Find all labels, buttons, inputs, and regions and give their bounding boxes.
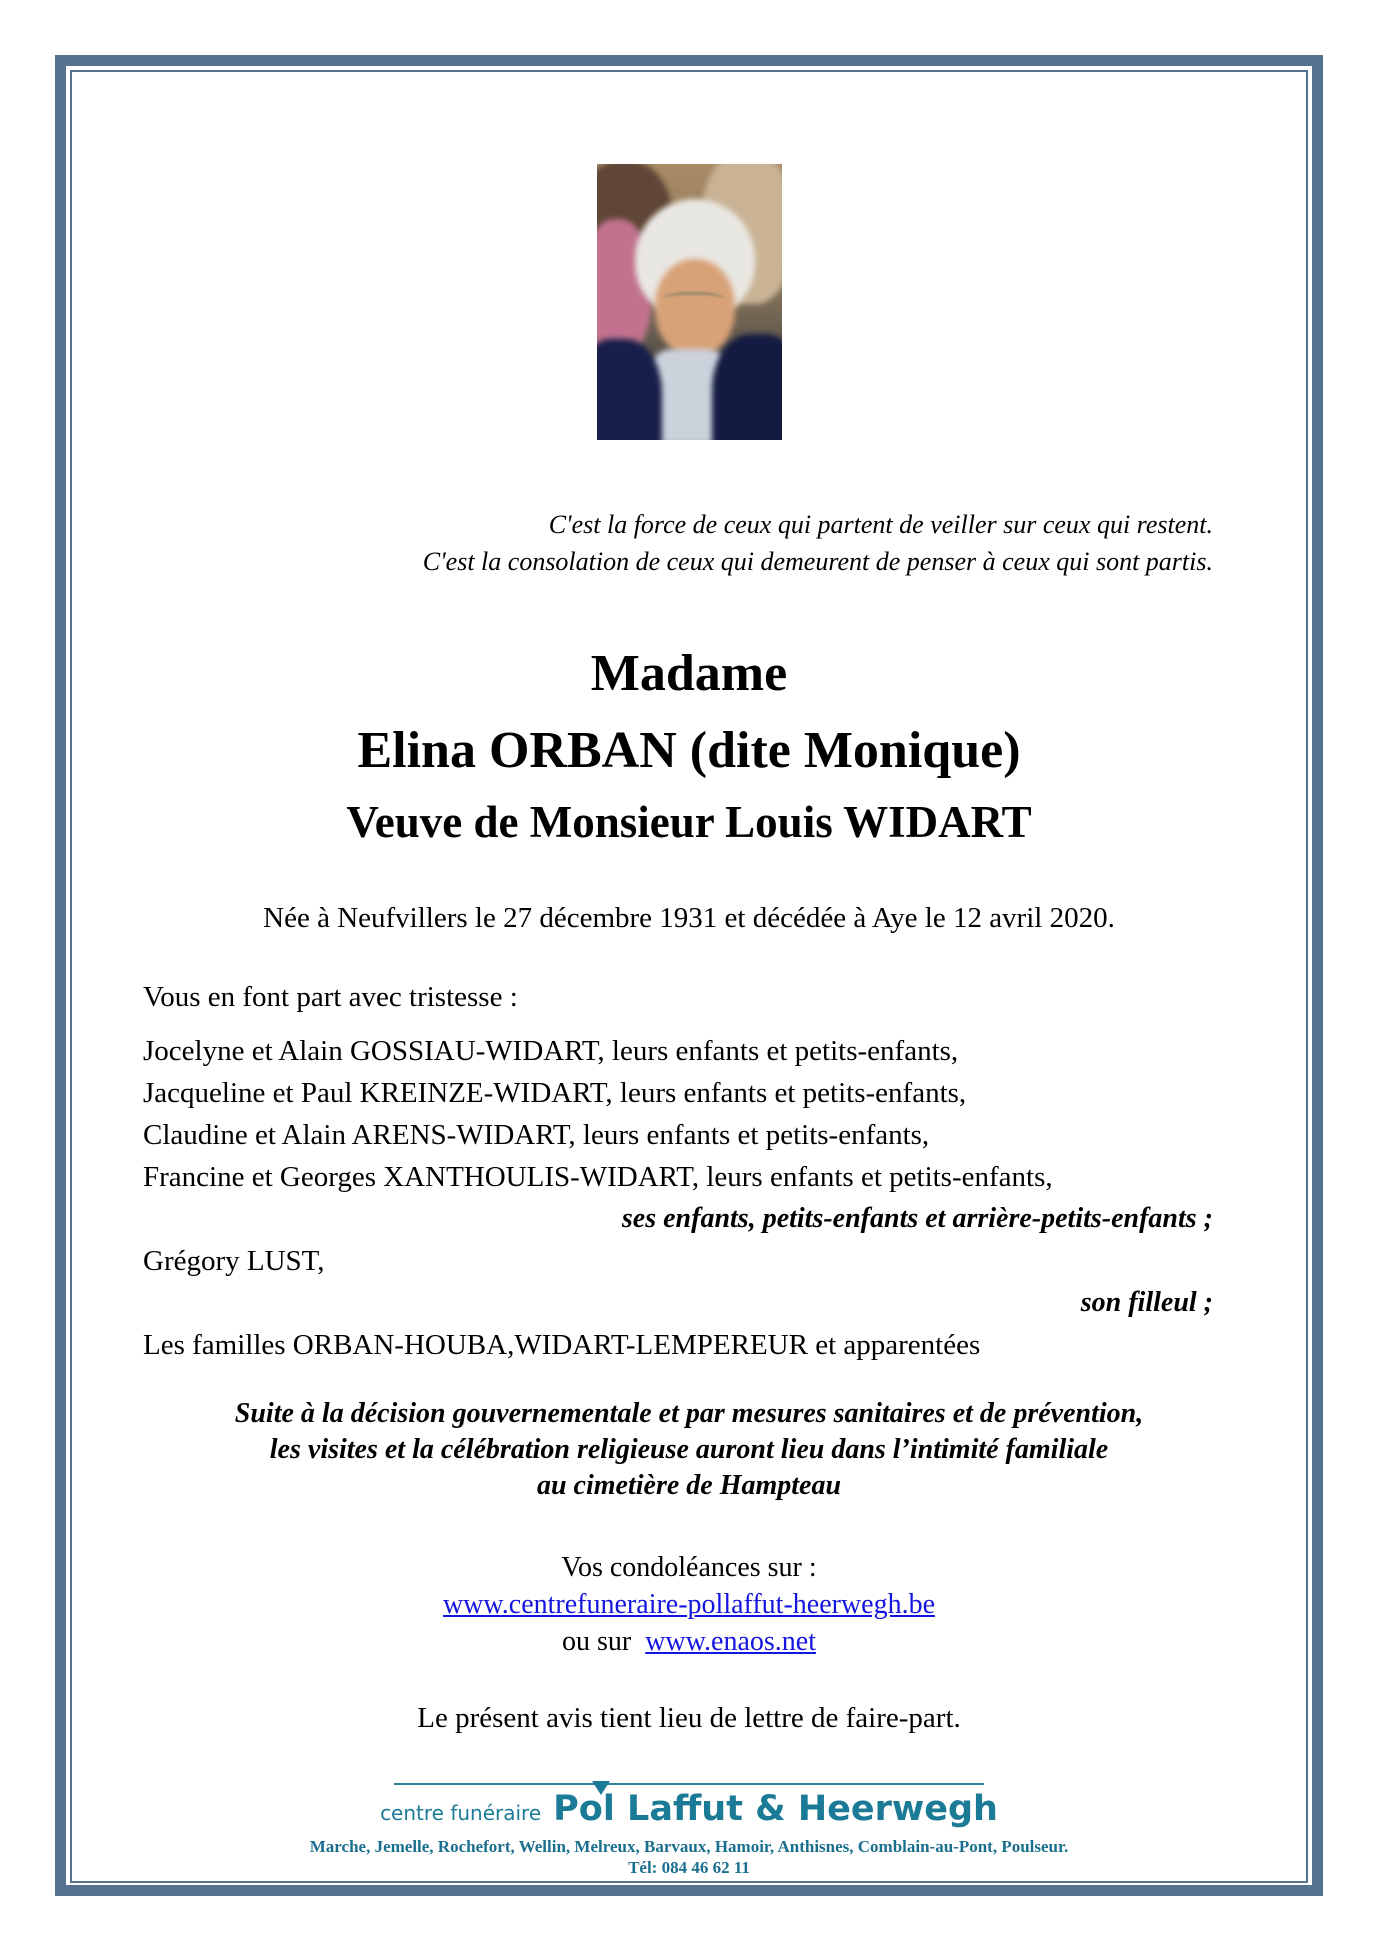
brand-triangle-icon [592,1781,610,1795]
announcement-intro: Vous en font part avec tristesse : [143,981,518,1013]
family-line: Jacqueline et Paul KREINZE-WIDART, leurs enfants et petits-enfants, [143,1077,967,1109]
godson-label: son filleul ; [1080,1287,1213,1318]
funeral-home-website-link[interactable]: www.centrefuneraire-pollaffut-heerwegh.be [442,1589,936,1620]
portrait-photo [597,164,782,440]
deceased-title: Madame [590,645,788,702]
footer-cities: Marche, Jemelle, Rochefort, Wellin, Melreux, Barvaux, Hamoir, Anthisnes, Comblain-au-Pont, Poulseur. [309,1837,1069,1856]
brand-row [380,1789,998,1836]
opening-quote [73,506,1305,580]
deceased-headings [73,635,1305,855]
family-line: Francine et Georges XANTHOULIS-WIDART, leurs enfants et petits-enfants, [143,1161,1053,1193]
family-line: Claudine et Alain ARENS-WIDART, leurs enfants et petits-enfants, [143,1119,930,1151]
sanitary-notice [73,1396,1305,1504]
condolences-heading: Vos condoléances sur : [561,1552,817,1583]
families-line: Les familles ORBAN-HOUBA,WIDART-LEMPEREUR et apparentées [143,1329,981,1361]
footer-phone: Tél: 084 46 62 11 [628,1858,750,1877]
children-line: ses enfants, petits-enfants et arrière-petits-enfants ; [621,1203,1213,1234]
link2-prefix: ou sur [561,1626,632,1657]
quote-line-2: C'est la consolation de ceux qui demeurent de penser à ceux qui sont partis. [422,547,1213,576]
photo-cardigan-right [712,334,782,440]
notice-line-1: Suite à la décision gouvernementale et par mesures sanitaires et de prévention, [234,1398,1144,1429]
life-dates: Née à Neufvillers le 27 décembre 1931 et décédée à Aye le 12 avril 2020. [263,902,1115,934]
deceased-widow-line: Veuve de Monsieur Louis WIDART [346,797,1032,847]
condolences-link2-line [73,1623,1305,1660]
closing-line: Le présent avis tient lieu de lettre de faire-part. [417,1702,961,1734]
godson-name: Grégory LUST, [143,1245,325,1277]
condolences-section [73,1549,1305,1660]
condolences-link1-line [73,1586,1305,1623]
footer-divider [394,1783,984,1785]
family-list [73,1030,1305,1366]
photo-cardigan-left [597,339,662,440]
funeral-home-footer [73,1783,1305,1878]
photo-glasses [663,292,725,311]
family-line: Jocelyne et Alain GOSSIAU-WIDART, leurs enfants et petits-enfants, [143,1035,959,1067]
brand-name: Pol Laffut & Heerwegh [553,1789,998,1829]
deceased-name: Elina ORBAN (dite Monique) [357,722,1021,779]
obituary-card [73,73,1305,1880]
brand-prefix: centre funéraire [380,1801,542,1825]
notice-line-3: au cimetière de Hampteau [536,1470,842,1501]
quote-line-1: C'est la force de ceux qui partent de veiller sur ceux qui restent. [548,510,1213,539]
notice-line-2: les visites et la célébration religieuse auront lieu dans l’intimité familiale [269,1434,1109,1465]
enaos-website-link[interactable]: www.enaos.net [645,1626,817,1657]
